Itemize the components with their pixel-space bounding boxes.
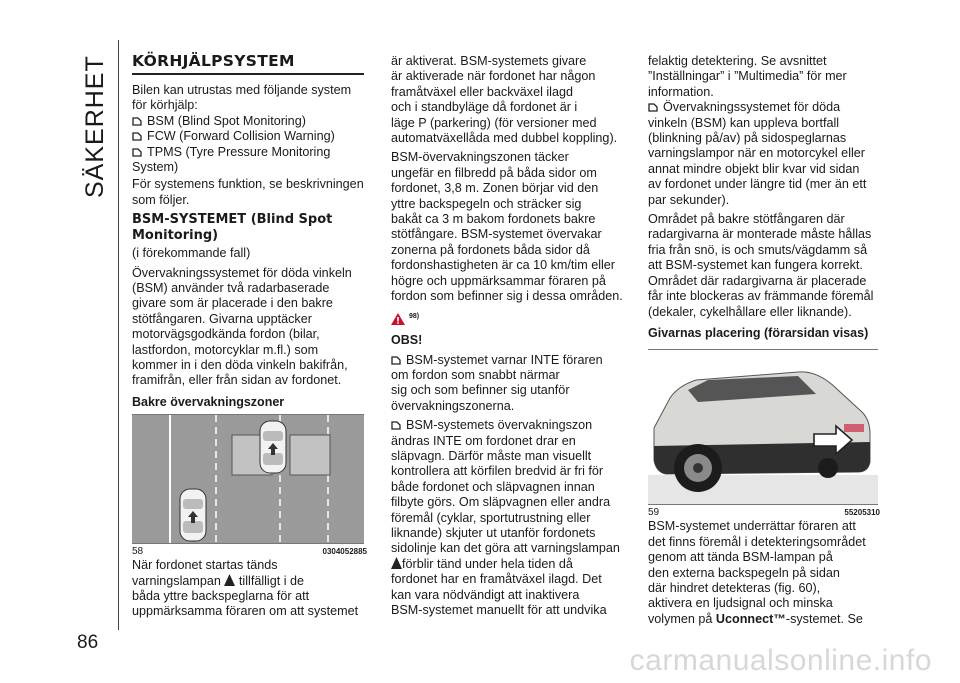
text-line: föremål (cyklar, sportutrustning eller: [391, 510, 591, 525]
text-line: liknande) skjuter ut utanför fordonets: [391, 525, 596, 540]
paragraph: [391, 54, 631, 146]
text-fragment: volymen på: [648, 611, 716, 626]
list-item-label: TPMS (Tyre Pressure Monitoring: [147, 144, 331, 159]
figure-58: [132, 414, 364, 544]
text-line: (BSM) använder två radarbaserade: [132, 280, 330, 295]
paragraph: [648, 212, 880, 320]
text-fragment: BSM-systemet varnar INTE föraren: [406, 352, 603, 367]
text-line: lastfordon, motorcyklar m.fl.) som: [132, 342, 319, 357]
text-line: Bilen kan utrustas med följande system: [132, 82, 352, 97]
text-line: fordonshastigheten är ca 10 km/tim eller: [391, 258, 616, 273]
text-line: fordonet har en framåtväxel ilagd. Det: [391, 572, 602, 587]
text-line: (blinkning på/av) på sidospeglarnas: [648, 131, 847, 146]
bullet-icon: [132, 129, 143, 137]
text-line: automatväxellåda med dubbel koppling).: [391, 131, 618, 146]
paragraph: [648, 519, 880, 627]
text-line: kan vara nödvändigt att inaktivera: [391, 587, 580, 602]
heading-line: Monitoring): [132, 228, 219, 244]
text-line: ändras INTE om fordonet drar en: [391, 433, 576, 448]
column-2: [391, 54, 631, 622]
page-number: 86: [77, 632, 99, 653]
bullet-icon: [391, 353, 402, 361]
availability-note: (i förekommande fall): [132, 246, 251, 261]
text-line: [391, 557, 631, 572]
system-list: [132, 114, 367, 176]
obs-item: [391, 353, 631, 415]
bullet-icon: [132, 114, 143, 122]
text-line: motorvägsgodkända fordon (bilar,: [132, 327, 320, 342]
text-line: [132, 574, 367, 589]
car-warning-icon: [224, 574, 235, 586]
figure-code: 0304052885: [322, 547, 367, 557]
section-title-text: SÄKERHET: [81, 55, 109, 198]
paragraph: [648, 54, 880, 100]
text-line: givare som är placerade i den bakre: [132, 296, 333, 311]
heading-rule: [132, 73, 364, 75]
warning-triangle-icon: [391, 313, 405, 325]
warning-ref-number: 98): [409, 312, 420, 320]
list-item: [132, 145, 367, 160]
text-line: fordon som befinner sig i dessa områden.: [391, 289, 623, 304]
text-line: det finns föremål i detekteringsområdet: [648, 534, 866, 549]
text-line: För systemens funktion, se beskrivningen: [132, 177, 364, 192]
text-line: [648, 100, 880, 115]
text-line: att BSM-systemet kan fungera korrekt.: [648, 258, 863, 273]
figure-number: 58: [132, 546, 144, 558]
text-line: ungefär en filbredd på båda sidor om: [391, 165, 597, 180]
text-line: uppmärksamma föraren om att systemet: [132, 604, 359, 619]
text-line: läge P (parkering) (för versioner med: [391, 115, 597, 130]
text-line: Övervakningssystemet för döda vinkeln: [132, 265, 352, 280]
paragraph: [132, 558, 367, 620]
sensor-location-image: [648, 350, 878, 504]
text-line: sig och som befinner sig utanför: [391, 383, 570, 398]
column-3: [648, 54, 880, 631]
figure-59: [648, 349, 878, 505]
text-line: av fordonet under längre tid (mer än ett: [648, 177, 867, 192]
text-line: [648, 612, 880, 627]
text-line: zonerna på fordonets båda sidor då: [391, 242, 590, 257]
text-line: stötfångare. BSM-systemet övervakar: [391, 227, 602, 242]
side-divider: [118, 40, 119, 630]
figure-title: Givarnas placering (förarsidan visas): [648, 325, 869, 340]
heading-bsm: [132, 212, 367, 244]
text-line: information.: [648, 84, 714, 99]
text-line: annat mindre objekt blir kvar vid sidan: [648, 161, 860, 176]
text-fragment: förblir tänd under hela tiden då: [402, 556, 573, 571]
list-item-label: FCW (Forward Collision Warning): [147, 129, 335, 144]
text-line: När fordonet startas tänds: [132, 558, 278, 573]
paragraph: [132, 266, 367, 389]
text-line: övervakningszonerna.: [391, 398, 515, 413]
text-line: Området där radargivarna är placerade: [648, 273, 867, 288]
text-line: felaktig detektering. Se avsnittet: [648, 54, 827, 68]
text-line: BSM-systemet manuellt för att undvika: [391, 603, 607, 617]
text-line: både fordonet och släpvagnen innan: [391, 479, 595, 494]
text-line: släpvagn. Därför måste man visuellt: [391, 448, 592, 463]
paragraph: [648, 100, 880, 208]
text-line: framifrån, eller från sidan av fordonet.: [132, 373, 342, 388]
figure-code: 55205310: [844, 508, 880, 518]
figure-number: 59: [648, 507, 660, 519]
bullet-icon: [648, 100, 659, 108]
figure-caption: [132, 546, 367, 558]
car-warning-icon: [391, 557, 402, 569]
figure-title: Bakre övervakningszoner: [132, 394, 285, 409]
text-line: Området på bakre stötfångaren där: [648, 212, 845, 227]
paragraph: [132, 177, 367, 208]
text-line: vinkeln (BSM) kan uppleva bortfall: [648, 115, 840, 130]
text-line: kommer in i den döda vinkeln bakifrån,: [132, 358, 348, 372]
text-line: är aktiverat. BSM-systemets givare: [391, 54, 587, 68]
heading-line: BSM-SYSTEMET (Blind Spot: [132, 212, 333, 228]
text-fragment: -systemet. Se: [785, 611, 863, 626]
car-top-view-rear: [180, 489, 206, 541]
text-line: ”Inställningar” i ”Multimedia” för mer: [648, 69, 847, 84]
list-item-label: BSM (Blind Spot Monitoring): [147, 113, 306, 128]
text-line: (dekaler, cykelhållare eller liknande).: [648, 304, 852, 319]
bullet-icon: [132, 145, 143, 153]
monitoring-zones-diagram: [132, 415, 364, 543]
text-line: fria från snö, is och smuts/vägdamm så: [648, 242, 868, 257]
text-line: den externa backspegeln på sidan: [648, 565, 840, 580]
bullet-icon: [391, 418, 402, 426]
text-line: och i standbyläge då fordonet är i: [391, 100, 578, 115]
text-line: fordonet, 3,8 m. Zonen börjar vid den: [391, 181, 599, 196]
heading-korhjalpsystem: KÖRHJÄLPSYSTEM: [132, 52, 295, 70]
text-line: kontrollera att körfilen bredvid är fri för: [391, 464, 604, 479]
list-item: [132, 129, 367, 144]
paragraph: [391, 150, 631, 304]
text-line: [391, 418, 631, 433]
text-line: genom att tända BSM-lampan på: [648, 550, 833, 565]
intro-paragraph: [132, 83, 367, 114]
column-1: [132, 52, 367, 624]
obs-item: [391, 418, 631, 618]
text-line: framåtväxel eller backväxel ilagd: [391, 84, 573, 99]
text-line: sidolinje kan det göra att varningslampan: [391, 541, 620, 556]
section-title-vertical: [78, 50, 110, 200]
text-line: par sekunder).: [648, 192, 730, 207]
text-line: får inte blockeras av främmande föremål: [648, 289, 874, 304]
uconnect-label: Uconnect™: [715, 611, 786, 626]
text-fragment: BSM-systemets övervakningszon: [406, 418, 593, 433]
text-line: är aktiverade när fordonet har någon: [391, 69, 596, 84]
text-line: för körhjälp:: [132, 98, 198, 113]
text-line: som följer.: [132, 192, 190, 207]
text-line: System): [132, 159, 179, 174]
list-item: [132, 114, 367, 129]
text-line: [391, 353, 631, 368]
text-line: om fordon som snabbt närmar: [391, 367, 560, 382]
text-line: där hindret detekteras (fig. 60),: [648, 580, 821, 595]
text-line: högre och uppmärksammar föraren på: [391, 273, 606, 288]
figure-caption: [648, 507, 880, 519]
obs-heading: OBS!: [391, 333, 423, 348]
text-line: yttre backspegeln och sträcker sig: [391, 196, 582, 211]
text-line: båda yttre backspeglarna för att: [132, 589, 310, 604]
text-line: BSM-systemet underrättar föraren att: [648, 519, 856, 534]
text-fragment: varningslampan: [132, 573, 221, 588]
text-line: aktivera en ljudsignal och minska: [648, 596, 833, 611]
text-fragment: tillfälligt i de: [238, 573, 305, 588]
text-line: varningslampor när en motorcykel eller: [648, 146, 865, 161]
car-top-view-front: [260, 421, 286, 473]
text-line: bakåt ca 3 m bakom fordonets bakre: [391, 212, 596, 227]
text-line: stötfångaren. Givarna upptäcker: [132, 311, 312, 326]
text-line: radargivarna är monterade måste hållas: [648, 227, 872, 242]
warning-reference: [391, 309, 631, 328]
watermark: carmanualsonline.info: [629, 644, 932, 677]
text-line: filbyte görs. Om släpvagnen eller andra: [391, 495, 611, 510]
text-line: BSM-övervakningszonen täcker: [391, 150, 569, 165]
text-fragment: Övervakningssystemet för döda: [663, 100, 841, 115]
